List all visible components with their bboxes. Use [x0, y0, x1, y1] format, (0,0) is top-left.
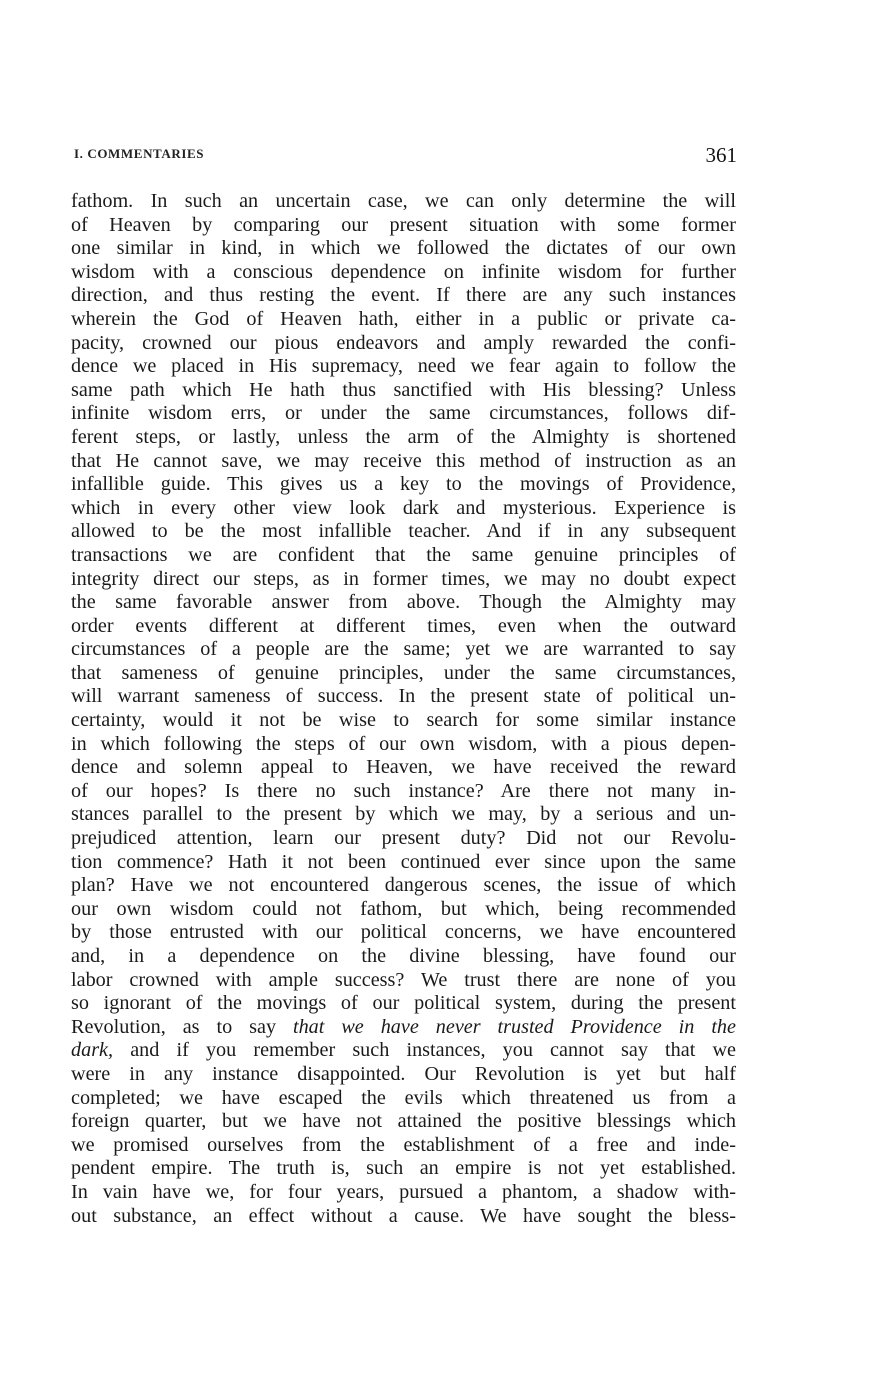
text-line: plan? Have we not encountered dangerous scenes, the issue of which: [71, 874, 736, 897]
text-line: circumstances of a people are the same; yet we are warranted to say: [71, 638, 736, 661]
text-line: certainty, would it not be wise to search for some similar instance: [71, 709, 736, 732]
text-line: [71, 1016, 736, 1040]
text-line: order events different at different times, even when the outward: [71, 614, 736, 637]
text-line: [71, 1039, 736, 1063]
text-line: we promised ourselves from the establishment of a free and inde-: [71, 1133, 736, 1156]
text-line: in which following the steps of our own wisdom, with a pious depen-: [71, 732, 736, 755]
text-line: allowed to be the most infallible teacher. And if in any subsequent: [71, 520, 736, 543]
text-line: In vain have we, for four years, pursued a phantom, a shadow with-: [71, 1180, 736, 1203]
text-line: infinite wisdom errs, or under the same circumstances, follows dif-: [71, 402, 736, 425]
text-line: that sameness of genuine principles, under the same circumstances,: [71, 661, 736, 684]
text-line: infallible guide. This gives us a key to the movings of Providence,: [71, 473, 736, 496]
text-line: dence we placed in His supremacy, need we fear again to follow the: [71, 355, 736, 378]
text-line: stances parallel to the present by which we may, by a serious and un-: [71, 803, 736, 826]
text-line: by those entrusted with our political concerns, we have encountered: [71, 921, 736, 944]
text-line: and, in a dependence on the divine blessing, have found our: [71, 945, 736, 967]
text-line: of Heaven by comparing our present situation with some former: [71, 213, 736, 236]
italic-quote: dark,: [71, 1039, 114, 1062]
text-line: foreign quarter, but we have not attained the positive blessings which: [71, 1110, 736, 1133]
running-head: [74, 143, 737, 173]
section-label: I. COMMENTARIES: [74, 146, 205, 161]
text-line: one similar in kind, in which we followed the dictates of our own: [71, 237, 736, 260]
text-segment: and if you remember such instances, you cannot say that we: [113, 1039, 736, 1062]
text-line: will warrant sameness of success. In the present state of political un-: [71, 685, 736, 708]
text-line: pacity, crowned our pious endeavors and amply rewarded the confi-: [71, 331, 736, 354]
text-line: ferent steps, or lastly, unless the arm of the Almighty is shortened: [71, 425, 736, 448]
italic-quote: that we have never trusted Providence in the: [292, 1015, 736, 1038]
text-line: transactions we are confident that the same genuine principles of: [71, 543, 736, 566]
text-line: were in any instance disappointed. Our Revolution is yet but half: [71, 1062, 736, 1085]
body-paragraph: [71, 190, 736, 1228]
text-line: our own wisdom could not fathom, but which, being recommended: [71, 897, 736, 920]
text-line: of our hopes? Is there no such instance? Are there not many in-: [71, 779, 736, 802]
text-line: so ignorant of the movings of our political system, during the present: [71, 992, 736, 1015]
text-line: out substance, an effect without a cause. We have sought the bless-: [71, 1204, 736, 1227]
text-line: that He cannot save, we may receive this method of instruction as an: [71, 449, 736, 472]
text-line: labor crowned with ample success? We trust there are none of you: [71, 968, 736, 991]
text-line: wisdom with a conscious dependence on infinite wisdom for further: [71, 260, 736, 283]
text-line: integrity direct our steps, as in former times, we may no doubt expect: [71, 567, 736, 590]
text-line: prejudiced attention, learn our present duty? Did not our Revolu-: [71, 827, 736, 850]
text-line: dence and solemn appeal to Heaven, we have received the reward: [71, 756, 736, 779]
text-line: direction, and thus resting the event. If there are any such instances: [71, 284, 736, 307]
text-segment: Revolution, as to say: [71, 1015, 293, 1038]
text-line: pendent empire. The truth is, such an empire is not yet established.: [71, 1157, 736, 1180]
text-line: same path which He hath thus sanctified with His blessing? Unless: [71, 378, 736, 401]
text-line: fathom. In such an uncertain case, we can only determine the will: [71, 190, 736, 212]
text-line: completed; we have escaped the evils which threatened us from a: [71, 1086, 736, 1109]
text-line: wherein the God of Heaven hath, either in a public or private ca-: [71, 307, 736, 330]
text-line: which in every other view look dark and mysterious. Experience is: [71, 496, 736, 519]
text-line: tion commence? Hath it not been continued ever since upon the same: [71, 850, 736, 873]
page-number: 361: [705, 143, 737, 167]
text-line: the same favorable answer from above. Though the Almighty may: [71, 591, 736, 614]
